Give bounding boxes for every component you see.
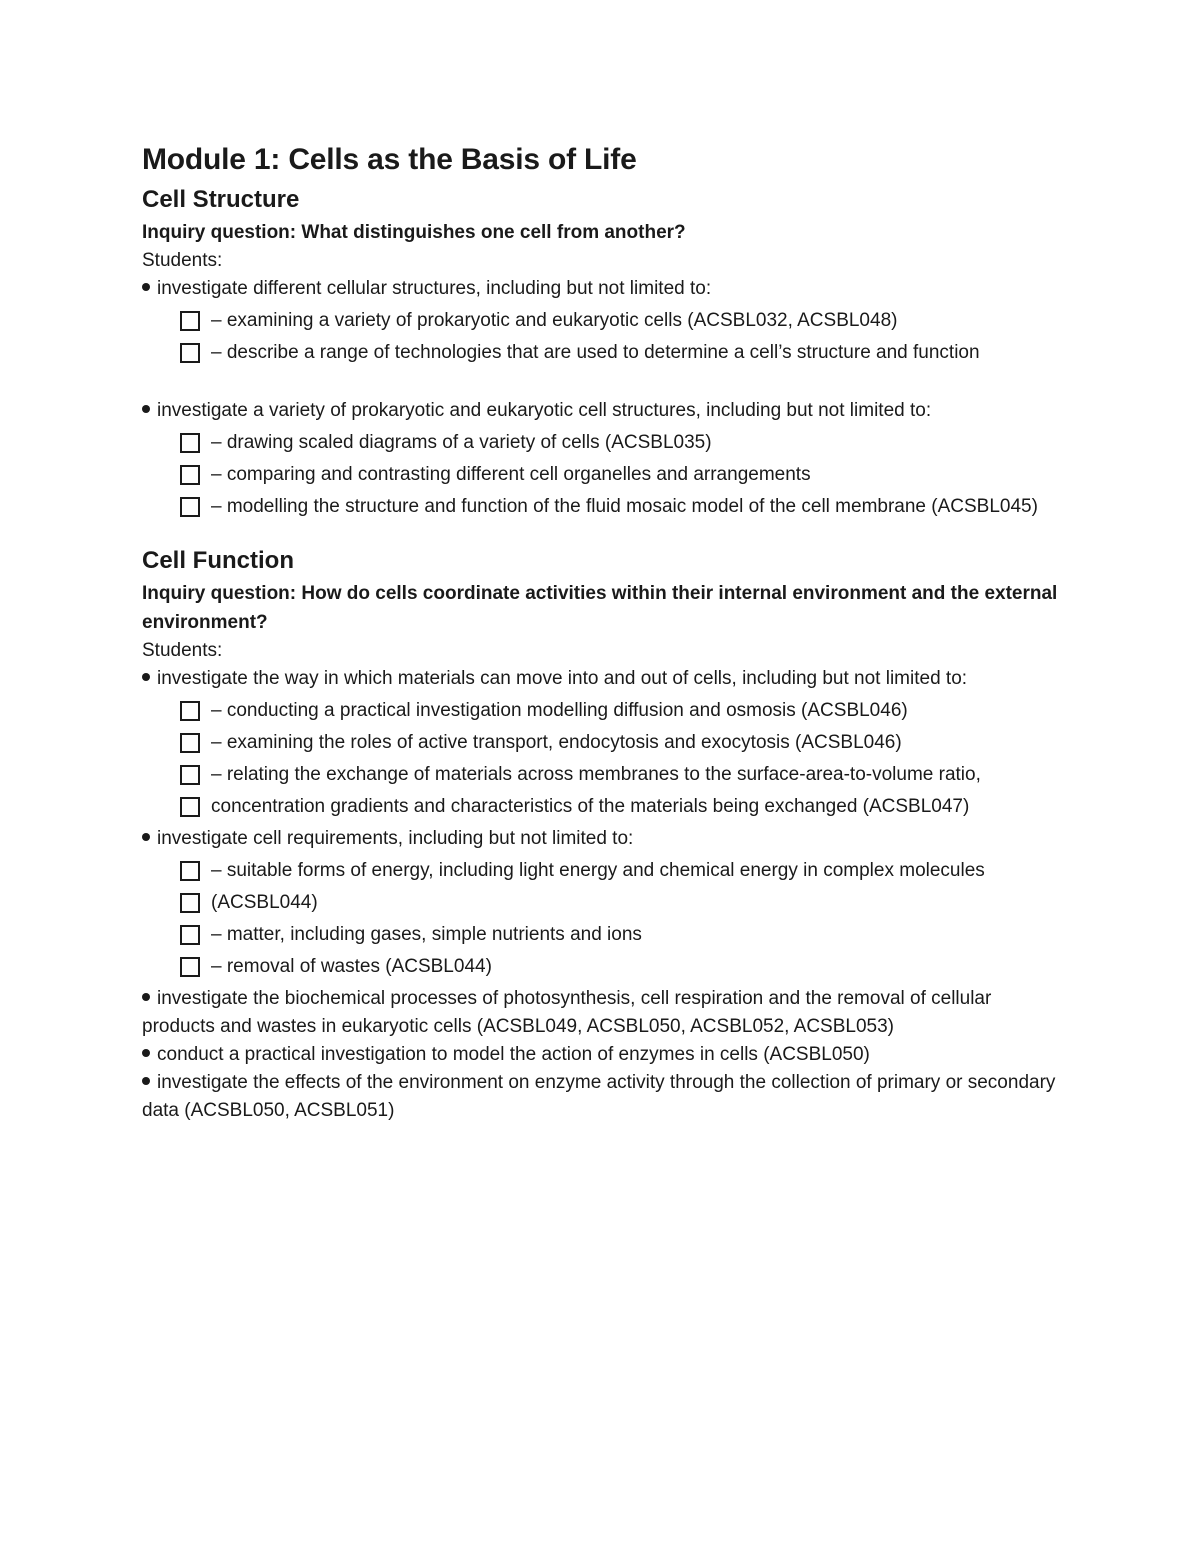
checklist-item: [142, 889, 1062, 917]
spacer: [142, 371, 1062, 397]
checklist: [142, 697, 1062, 821]
bullet-point: [142, 1041, 1062, 1069]
section-heading-cell-structure: Cell Structure: [142, 186, 300, 213]
checklist-text: – examining the roles of active transport, endocytosis and exocytosis (ACSBL046): [211, 732, 902, 753]
bullet-text: investigate a variety of prokaryotic and eukaryotic cell structures, including but not limited to:: [157, 400, 932, 421]
students-label: Students:: [142, 640, 223, 661]
checklist-text: – suitable forms of energy, including light energy and chemical energy in complex molecules: [211, 860, 985, 881]
checkbox-icon[interactable]: [180, 701, 200, 721]
checkbox-icon[interactable]: [180, 957, 200, 977]
checklist-item: [142, 307, 1062, 335]
checklist: [142, 429, 1062, 521]
checklist-item: [142, 761, 1062, 789]
checkbox-icon[interactable]: [180, 797, 200, 817]
module-title: Module 1: Cells as the Basis of Life: [142, 143, 637, 176]
bullet-point: [142, 985, 1062, 1041]
bullet-point: [142, 275, 1062, 303]
bullet-icon: [142, 283, 150, 291]
checkbox-icon[interactable]: [180, 861, 200, 881]
checkbox-icon[interactable]: [180, 765, 200, 785]
checklist-item: [142, 461, 1062, 489]
bullet-text: conduct a practical investigation to model the action of enzymes in cells (ACSBL050): [157, 1044, 870, 1065]
checklist: [142, 857, 1062, 981]
bullet-text: investigate different cellular structures, including but not limited to:: [157, 278, 712, 299]
bullet-icon: [142, 673, 150, 681]
checkbox-icon[interactable]: [180, 925, 200, 945]
bullet-icon: [142, 1049, 150, 1057]
bullet-icon: [142, 993, 150, 1001]
checklist-item: [142, 729, 1062, 757]
checklist-item: [142, 493, 1062, 521]
bullet-text: investigate cell requirements, including but not limited to:: [157, 828, 634, 849]
checklist-text: – matter, including gases, simple nutrients and ions: [211, 924, 642, 945]
checklist-item: [142, 697, 1062, 725]
checklist-text: – drawing scaled diagrams of a variety of cells (ACSBL035): [211, 432, 712, 453]
checklist-text: – examining a variety of prokaryotic and eukaryotic cells (ACSBL032, ACSBL048): [211, 310, 898, 331]
checklist-item: [142, 429, 1062, 457]
checklist-item: [142, 793, 1062, 821]
bullet-point: [142, 1069, 1062, 1125]
checkbox-icon[interactable]: [180, 311, 200, 331]
checkbox-icon[interactable]: [180, 893, 200, 913]
bullet-icon: [142, 833, 150, 841]
checklist-text: – relating the exchange of materials across membranes to the surface-area-to-volume ratio,: [211, 764, 981, 785]
checklist-text: – comparing and contrasting different cell organelles and arrangements: [211, 464, 811, 485]
checkbox-icon[interactable]: [180, 497, 200, 517]
checklist-item: [142, 953, 1062, 981]
checkbox-icon[interactable]: [180, 433, 200, 453]
checklist-text: concentration gradients and characteristics of the materials being exchanged (ACSBL047): [211, 796, 970, 817]
checkbox-icon[interactable]: [180, 343, 200, 363]
bullet-text: investigate the effects of the environment on enzyme activity through the collection of primary or secondary data (ACSBL050, ACSBL051): [142, 1072, 1056, 1121]
inquiry-question: Inquiry question: How do cells coordinate activities within their internal environment and the external environment?: [142, 583, 1058, 633]
bullet-point: [142, 825, 1062, 853]
inquiry-question: Inquiry question: What distinguishes one cell from another?: [142, 222, 686, 243]
checklist: [142, 307, 1062, 367]
students-label: Students:: [142, 250, 223, 271]
bullet-point: [142, 665, 1062, 693]
bullet-point: [142, 397, 1062, 425]
bullet-text: investigate the biochemical processes of photosynthesis, cell respiration and the removal of cellular products and wastes in eukaryotic cells (ACSBL049, ACSBL050, ACSBL052, ACSBL053): [142, 988, 992, 1037]
checklist-item: [142, 857, 1062, 885]
checkbox-icon[interactable]: [180, 733, 200, 753]
checklist-text: – removal of wastes (ACSBL044): [211, 956, 492, 977]
bullet-icon: [142, 405, 150, 413]
section-heading-cell-function: Cell Function: [142, 547, 294, 574]
checklist-text: – describe a range of technologies that are used to determine a cell’s structure and function: [211, 342, 980, 363]
bullet-text: investigate the way in which materials can move into and out of cells, including but not limited to:: [157, 668, 968, 689]
checklist-text: (ACSBL044): [211, 892, 318, 913]
document-page: [142, 138, 1062, 1125]
checklist-item: [142, 339, 1062, 367]
checklist-text: – modelling the structure and function of the fluid mosaic model of the cell membrane (ACSBL045): [211, 496, 1038, 517]
checklist-text: – conducting a practical investigation modelling diffusion and osmosis (ACSBL046): [211, 700, 908, 721]
checkbox-icon[interactable]: [180, 465, 200, 485]
checklist-item: [142, 921, 1062, 949]
bullet-icon: [142, 1077, 150, 1085]
